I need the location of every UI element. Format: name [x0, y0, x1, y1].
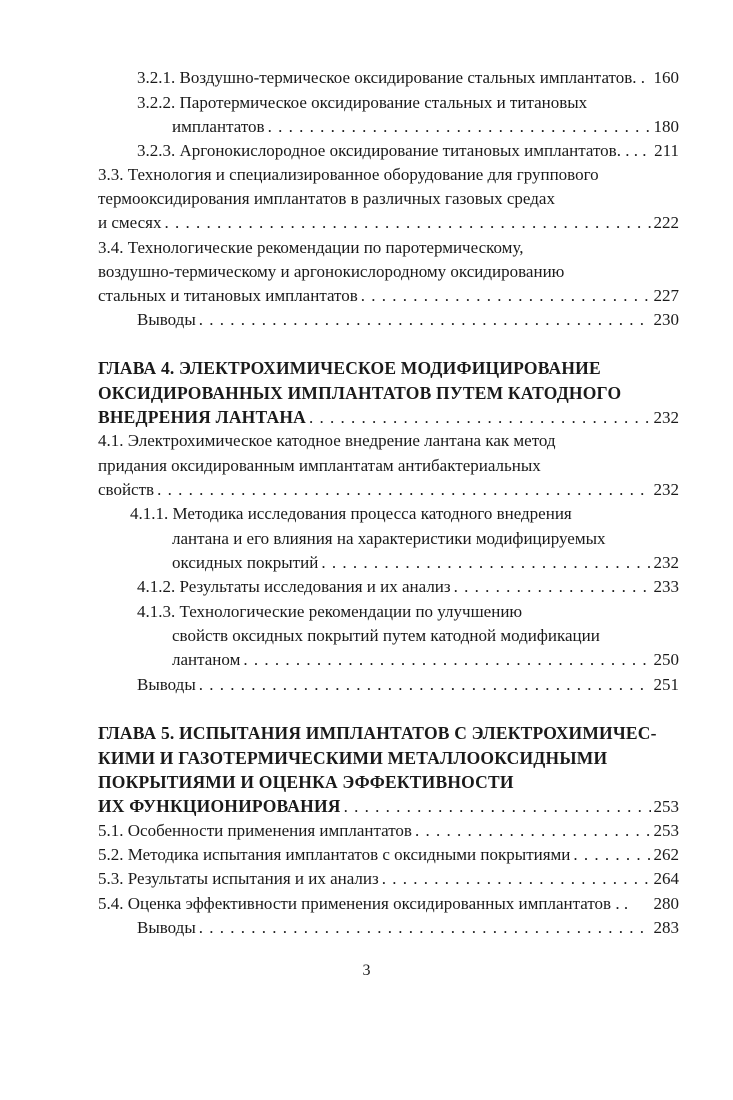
toc-entry-chapter-4: [98, 405, 679, 429]
chapter-5-heading-line3: ПОКРЫТИЯМИ И ОЦЕНКА ЭФФЕКТИВНОСТИ: [98, 772, 514, 792]
chapter-5-heading-line1: ГЛАВА 5. ИСПЫТАНИЯ ИМПЛАНТАТОВ С ЭЛЕКТРОХИМИЧЕС-: [98, 723, 657, 743]
entry-text: Выводы: [137, 675, 196, 694]
entry-text: 5.2. Методика испытания имплантатов с оксидными покрытиями: [98, 845, 571, 864]
entry-page: 253: [653, 797, 679, 816]
toc-entry-3-3: [98, 211, 679, 235]
toc-entry-3-2-3: [137, 139, 679, 163]
entry-page: 264: [653, 869, 679, 888]
entry-page: 227: [653, 286, 679, 305]
entry-page: 232: [653, 408, 679, 427]
leader-dots: [415, 819, 651, 843]
chapter-5-heading-line2: КИМИ И ГАЗОТЕРМИЧЕСКИМИ МЕТАЛЛООКСИДНЫМИ: [98, 748, 608, 768]
toc-entry-5-3: [98, 867, 679, 891]
entry-page: 230: [653, 310, 679, 329]
chapter-4-heading-line2: ОКСИДИРОВАННЫХ ИМПЛАНТАТОВ ПУТЕМ КАТОДНОГО: [98, 383, 622, 403]
entry-text: 5.1. Особенности применения имплантатов: [98, 821, 412, 840]
entry-page: 250: [653, 650, 679, 669]
leader-dots: [164, 211, 650, 235]
entry-text: Выводы: [137, 310, 196, 329]
entry-page: 232: [653, 480, 679, 499]
entry-page: 262: [653, 845, 679, 864]
toc-entry-3-3-line2: термооксидирования имплантатов в различных газовых средах: [98, 189, 555, 208]
toc-entry-3-3-line1: 3.3. Технология и специализированное оборудование для группового: [98, 165, 599, 184]
toc-entry-4-1-1-line2: лантана и его влияния на характеристики модифицируемых: [172, 529, 606, 548]
toc-entry-chapter-5: [98, 794, 679, 818]
toc-entry-4-1-2: [137, 575, 679, 599]
toc-entry-5-2: [98, 843, 679, 867]
entry-text: Выводы: [137, 918, 196, 937]
toc-entry-ch3-conclusions: [137, 308, 679, 332]
toc-entry-4-1-1: [172, 551, 679, 575]
entry-page: 160: [653, 68, 679, 87]
leader-dots: [199, 308, 651, 332]
toc-entry-3-4-line1: 3.4. Технологические рекомендации по паротермическому,: [98, 238, 524, 257]
toc-entry-4-1-1-line1: 4.1.1. Методика исследования процесса катодного внедрения: [130, 504, 572, 523]
entry-text: свойств: [98, 480, 155, 499]
chapter-5-heading-line4: ИХ ФУНКЦИОНИРОВАНИЯ: [98, 796, 341, 816]
leader-dots: [321, 551, 650, 575]
entry-page: 251: [653, 675, 679, 694]
page-number: 3: [362, 962, 371, 979]
leader-dots: [309, 406, 651, 430]
leader-dots: [382, 867, 651, 891]
toc-entry-4-1-3: [172, 648, 679, 672]
leader-dots: [199, 673, 651, 697]
toc-entry-3-4-line2: воздушно-термическому и аргонокислородному оксидированию: [98, 262, 565, 281]
toc-entry-ch5-conclusions: [137, 916, 679, 940]
entry-text: 3.2.1. Воздушно-термическое оксидирование стальных имплантатов. .: [137, 68, 646, 87]
toc-entry-ch4-conclusions: [137, 673, 679, 697]
entry-page: 211: [654, 141, 679, 160]
toc-entry-4-1: [98, 478, 679, 502]
entry-page: 232: [653, 553, 679, 572]
leader-dots: [454, 575, 651, 599]
toc-entry-3-2-1: [137, 66, 679, 90]
entry-text: оксидных покрытий: [172, 553, 319, 572]
toc-entry-3-2-2-line1: 3.2.2. Паротермическое оксидирование стальных и титановых: [137, 93, 588, 112]
entry-text: лантаном: [172, 650, 241, 669]
entry-text: имплантатов: [172, 117, 265, 136]
toc-entry-4-1-3-line1: 4.1.3. Технологические рекомендации по улучшению: [137, 602, 523, 621]
entry-text: и смесях: [98, 213, 162, 232]
entry-page: 253: [653, 821, 679, 840]
entry-text: 5.4. Оценка эффективности применения оксидированных имплантатов . .: [98, 894, 629, 913]
toc-entry-4-1-3-line2: свойств оксидных покрытий путем катодной модификации: [172, 626, 600, 645]
toc-entry-4-1-line2: придания оксидированным имплантатам антибактериальных: [98, 456, 541, 475]
toc-entry-3-4: [98, 284, 679, 308]
entry-page: 280: [653, 894, 679, 913]
toc-entry-3-2-2: [172, 115, 679, 139]
entry-text: 3.2.3. Аргонокислородное оксидирование титановых имплантатов. . . .: [137, 141, 647, 160]
entry-page: 283: [653, 918, 679, 937]
entry-text: 5.3. Результаты испытания и их анализ: [98, 869, 379, 888]
leader-dots: [344, 795, 651, 819]
chapter-4-heading-line3: ВНЕДРЕНИЯ ЛАНТАНА: [98, 407, 306, 427]
leader-dots: [268, 115, 651, 139]
toc-entry-4-1-line1: 4.1. Электрохимическое катодное внедрение лантана как метод: [98, 431, 556, 450]
toc-entry-5-4: [98, 892, 679, 916]
entry-text: 4.1.2. Результаты исследования и их анализ: [137, 577, 451, 596]
leader-dots: [573, 843, 650, 867]
entry-page: 180: [653, 117, 679, 136]
entry-page: 222: [653, 213, 679, 232]
leader-dots: [157, 478, 650, 502]
entry-text: стальных и титановых имплантатов: [98, 286, 358, 305]
chapter-4-heading-line1: ГЛАВА 4. ЭЛЕКТРОХИМИЧЕСКОЕ МОДИФИЦИРОВАНИЕ: [98, 358, 601, 378]
leader-dots: [243, 648, 650, 672]
toc-entry-5-1: [98, 819, 679, 843]
leader-dots: [361, 284, 651, 308]
entry-page: 233: [653, 577, 679, 596]
leader-dots: [199, 916, 651, 940]
